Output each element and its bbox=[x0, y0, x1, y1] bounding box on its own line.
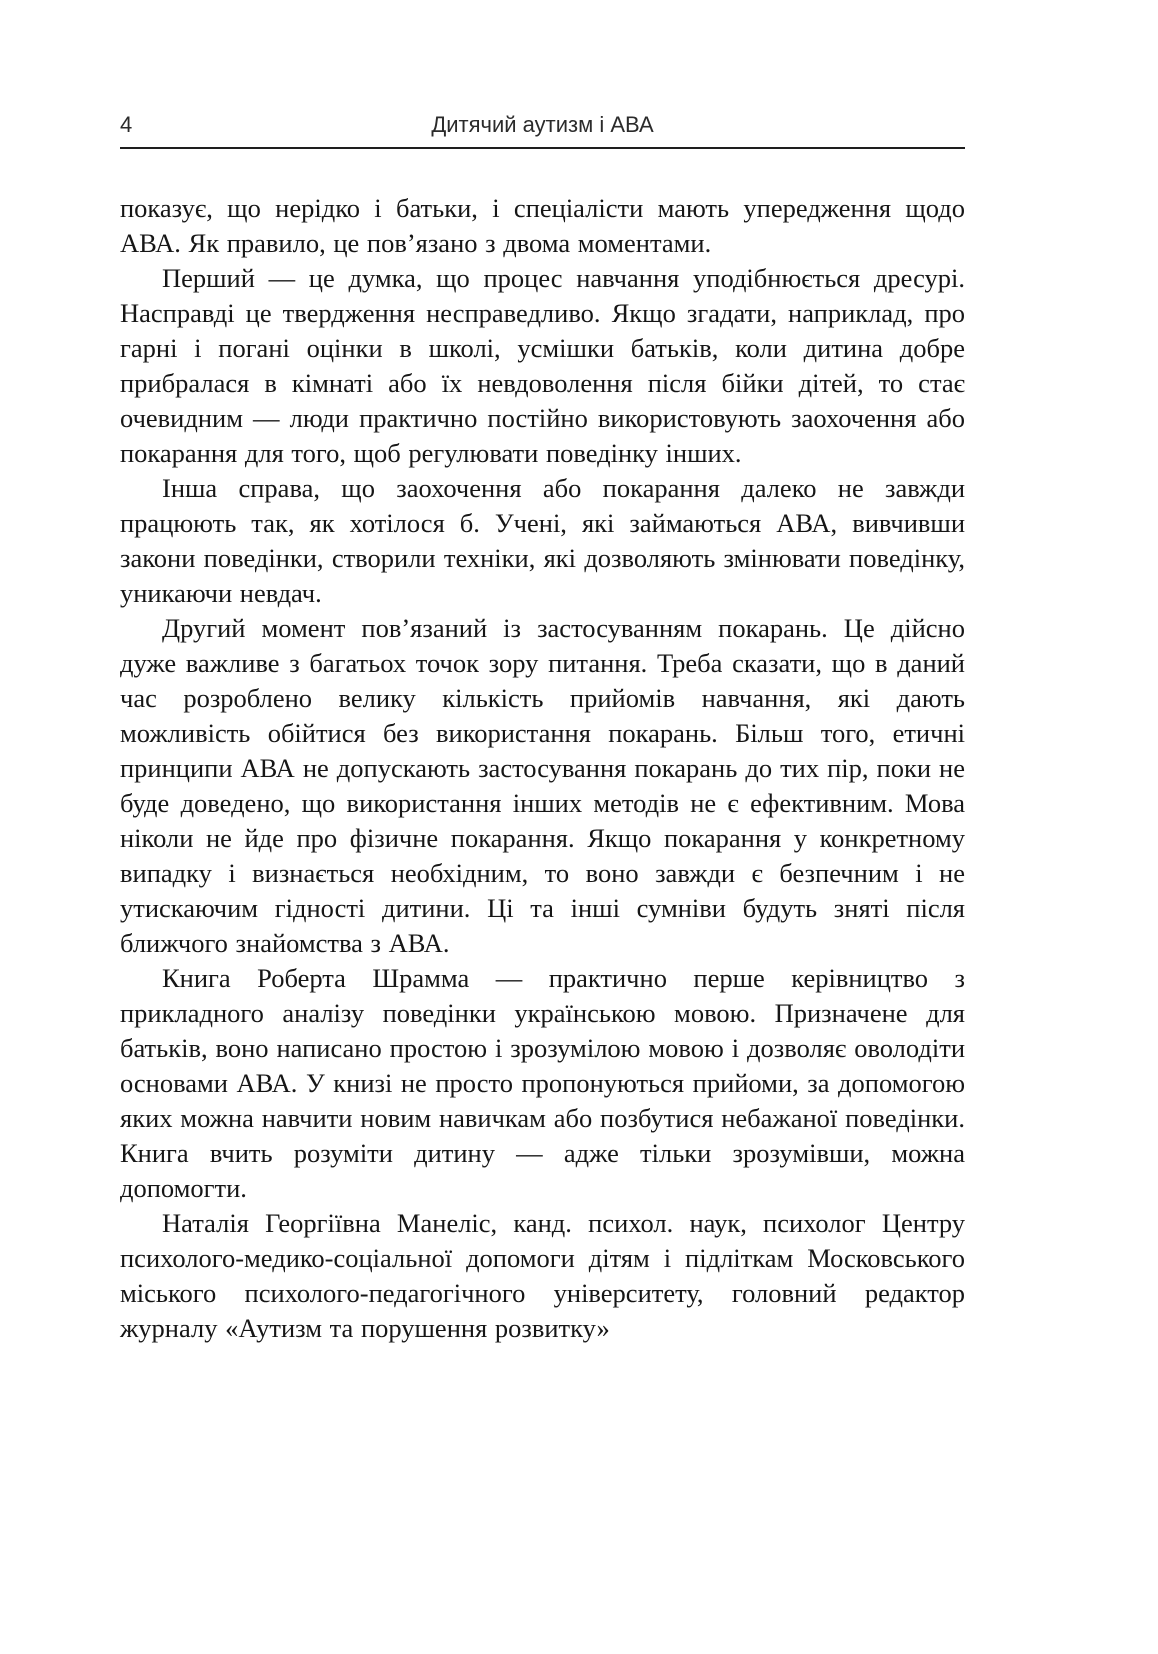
paragraph: Книга Роберта Шрамма — практично перше керівництво з прикладного аналізу поведінки українською мовою. Призначене для батьків, воно написано простою і зрозумілою мовою і дозволяє оволодіти основами АВА. У книзі не просто пропонуються прийоми, за допомогою яких можна навчити новим навичкам або позбутися небажаної поведінки. Книга вчить розуміти дитину — адже тільки зрозумівши, можна допомогти. bbox=[120, 963, 965, 1203]
page-number: 4 bbox=[120, 112, 133, 137]
running-header-title: Дитячий аутизм і АВА bbox=[431, 112, 654, 137]
header-rule bbox=[120, 147, 965, 149]
body-text bbox=[120, 191, 965, 1346]
paragraph: Другий момент пов’язаний із застосуванням покарань. Це дійсно дуже важливе з багатьох точок зору питання. Треба сказати, що в даний час розроблено велику кількість прийомів навчання, які дають можливість обійтися без використання покарань. Більш того, етичні принципи АВА не допускають застосування покарань до тих пір, поки не буде доведено, що використання інших методів не є ефективним. Мова ніколи не йде про фізичне покарання. Якщо покарання у конкретному випадку і визнається необхідним, то воно завжди є безпечним і не утискаючим гідності дитини. Ці та інші сумніви будуть зняті після ближчого знайомства з АВА. bbox=[120, 613, 965, 958]
paragraph: Перший — це думка, що процес навчання уподібнюється дресурі. Насправді це твердження несправедливо. Якщо згадати, наприклад, про гарні і погані оцінки в школі, усмішки батьків, коли дитина добре прибралася в кімнаті або їх невдоволення після бійки дітей, то стає очевидним — люди практично постійно використовують заохочення або покарання для того, щоб регулювати поведінку інших. bbox=[120, 263, 965, 468]
page-header bbox=[120, 112, 965, 140]
paragraph: Інша справа, що заохочення або покарання далеко не завжди працюють так, як хотілося б. Учені, які займаються АВА, вивчивши закони поведінки, створили техніки, які дозволяють змінювати поведінку, уникаючи невдач. bbox=[120, 473, 965, 608]
paragraph-continuation: показує, що нерідко і батьки, і спеціалісти мають упередження щодо АВА. Як правило, це пов’язано з двома моментами. bbox=[120, 193, 965, 258]
paragraph-author-credit: Наталія Георгіївна Манеліс, канд. психол. наук, психолог Центру психолого-медико-соціальної допомоги дітям і підліткам Московського міського психолого-педагогічного університету, головний редактор журналу «Аутизм та порушення розвитку» bbox=[120, 1208, 965, 1343]
